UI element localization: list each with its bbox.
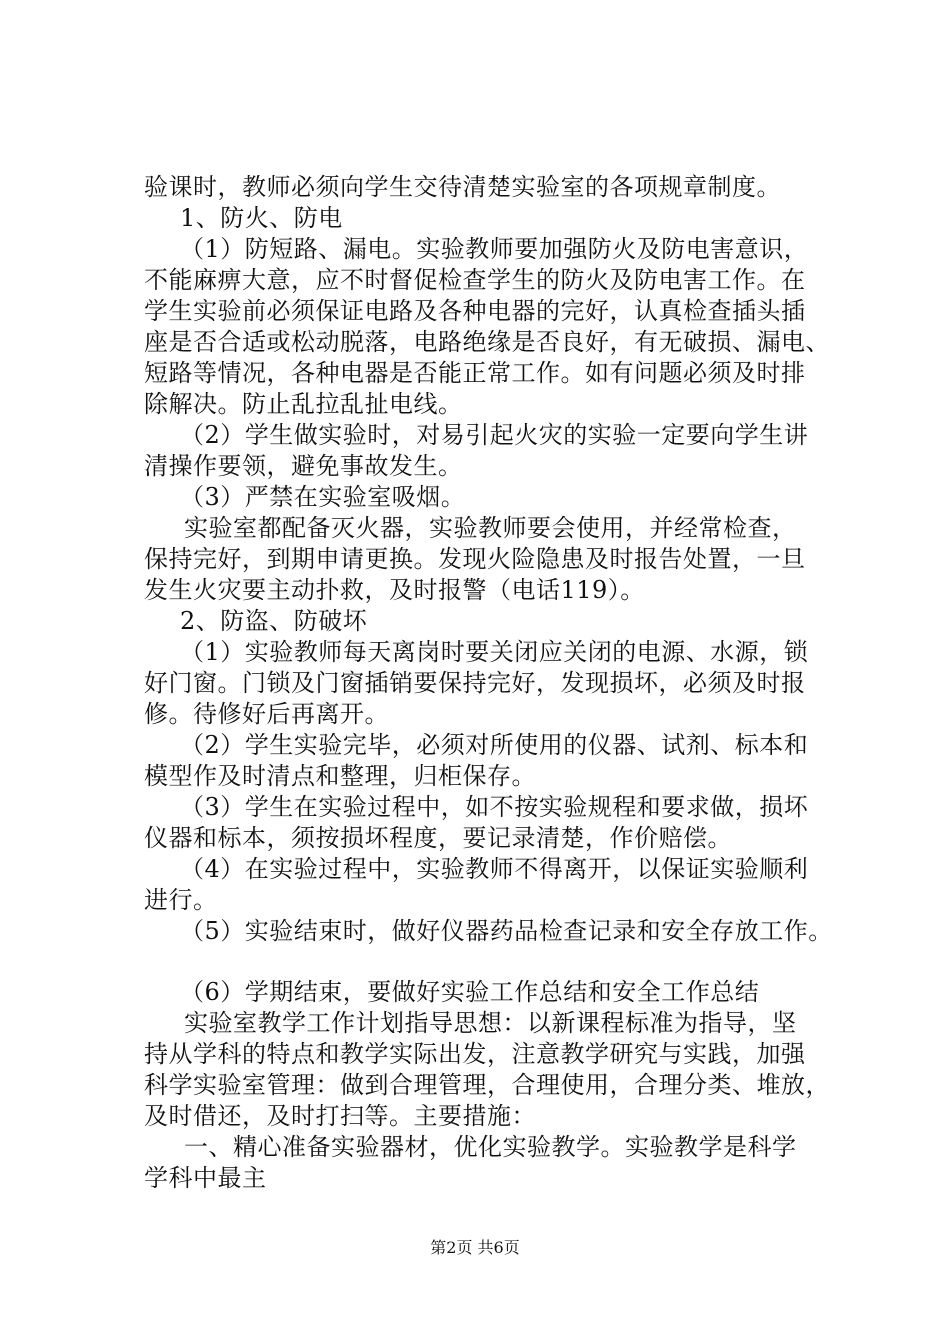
paragraph-line: （3）严禁在实验室吸烟。 [180, 483, 466, 511]
paragraph-line: 发生火灾要主动扑救，及时报警（电话119）。 [144, 576, 645, 604]
paragraph-line: （3）学生在实验过程中，如不按实验规程和要求做，损坏 [180, 793, 809, 821]
paragraph-line: 验课时，教师必须向学生交待清楚实验室的各项规章制度。 [144, 173, 781, 201]
paragraph-line: 修。待修好后再离开。 [144, 700, 389, 728]
paragraph-line: 学科中最主 [144, 1164, 267, 1192]
page-number-footer: 第2页 共6页 [430, 1238, 520, 1257]
paragraph-line: 科学实验室管理：做到合理管理，合理使用，合理分类、堆放， [144, 1071, 830, 1099]
paragraph-line: （5）实验结束时，做好仪器药品检查记录和安全存放工作。 [180, 917, 833, 945]
paragraph-line: 仪器和标本，须按损坏程度，要记录清楚，作价赔偿。 [144, 824, 732, 852]
blank-line [144, 947, 864, 977]
paragraph-line: 除解决。防止乱拉乱扯电线。 [144, 390, 463, 418]
paragraph-line: 学生实验前必须保证电路及各种电器的完好，认真检查插头插 [144, 297, 806, 325]
paragraph-line: 一、精心准备实验器材，优化实验教学。实验教学是科学 [184, 1133, 797, 1161]
paragraph-line: 及时借还，及时打扫等。主要措施： [144, 1102, 536, 1130]
paragraph-line: 实验室教学工作计划指导思想：以新课程标准为指导，坚 [184, 1009, 797, 1037]
paragraph-line: 持从学科的特点和教学实际出发，注意教学研究与实践，加强 [144, 1040, 806, 1068]
section-heading-theft-damage: 2、防盗、防破坏 [180, 607, 368, 635]
paragraph-line: 短路等情况，各种电器是否能正常工作。如有问题必须及时排 [144, 359, 806, 387]
paragraph-line: 保持完好，到期申请更换。发现火险隐患及时报告处置，一旦 [144, 545, 806, 573]
paragraph-line: （2）学生做实验时，对易引起火灾的实验一定要向学生讲 [180, 421, 809, 449]
paragraph-line: 座是否合适或松动脱落，电路绝缘是否良好，有无破损、漏电、 [144, 328, 830, 356]
document-body [144, 172, 864, 1194]
section-heading-fire-electric: 1、防火、防电 [180, 204, 343, 232]
paragraph-line: 清操作要领，避免事故发生。 [144, 452, 463, 480]
paragraph-line: 模型作及时清点和整理，归柜保存。 [144, 762, 536, 790]
paragraph-line: 不能麻痹大意，应不时督促检查学生的防火及防电害工作。在 [144, 266, 806, 294]
paragraph-line: （1）防短路、漏电。实验教师要加强防火及防电害意识， [180, 235, 809, 263]
paragraph-line: （1）实验教师每天离岗时要关闭应关闭的电源、水源，锁 [180, 638, 809, 666]
paragraph-line: 实验室都配备灭火器，实验教师要会使用，并经常检查， [184, 514, 797, 542]
paragraph-line: （6）学期结束，要做好实验工作总结和安全工作总结 [180, 978, 760, 1006]
paragraph-line: 好门窗。门锁及门窗插销要保持完好，发现损坏，必须及时报 [144, 669, 806, 697]
paragraph-line: （4）在实验过程中，实验教师不得离开，以保证实验顺利 [180, 855, 809, 883]
paragraph-line: （2）学生实验完毕，必须对所使用的仪器、试剂、标本和 [180, 731, 809, 759]
paragraph-line: 进行。 [144, 886, 218, 914]
